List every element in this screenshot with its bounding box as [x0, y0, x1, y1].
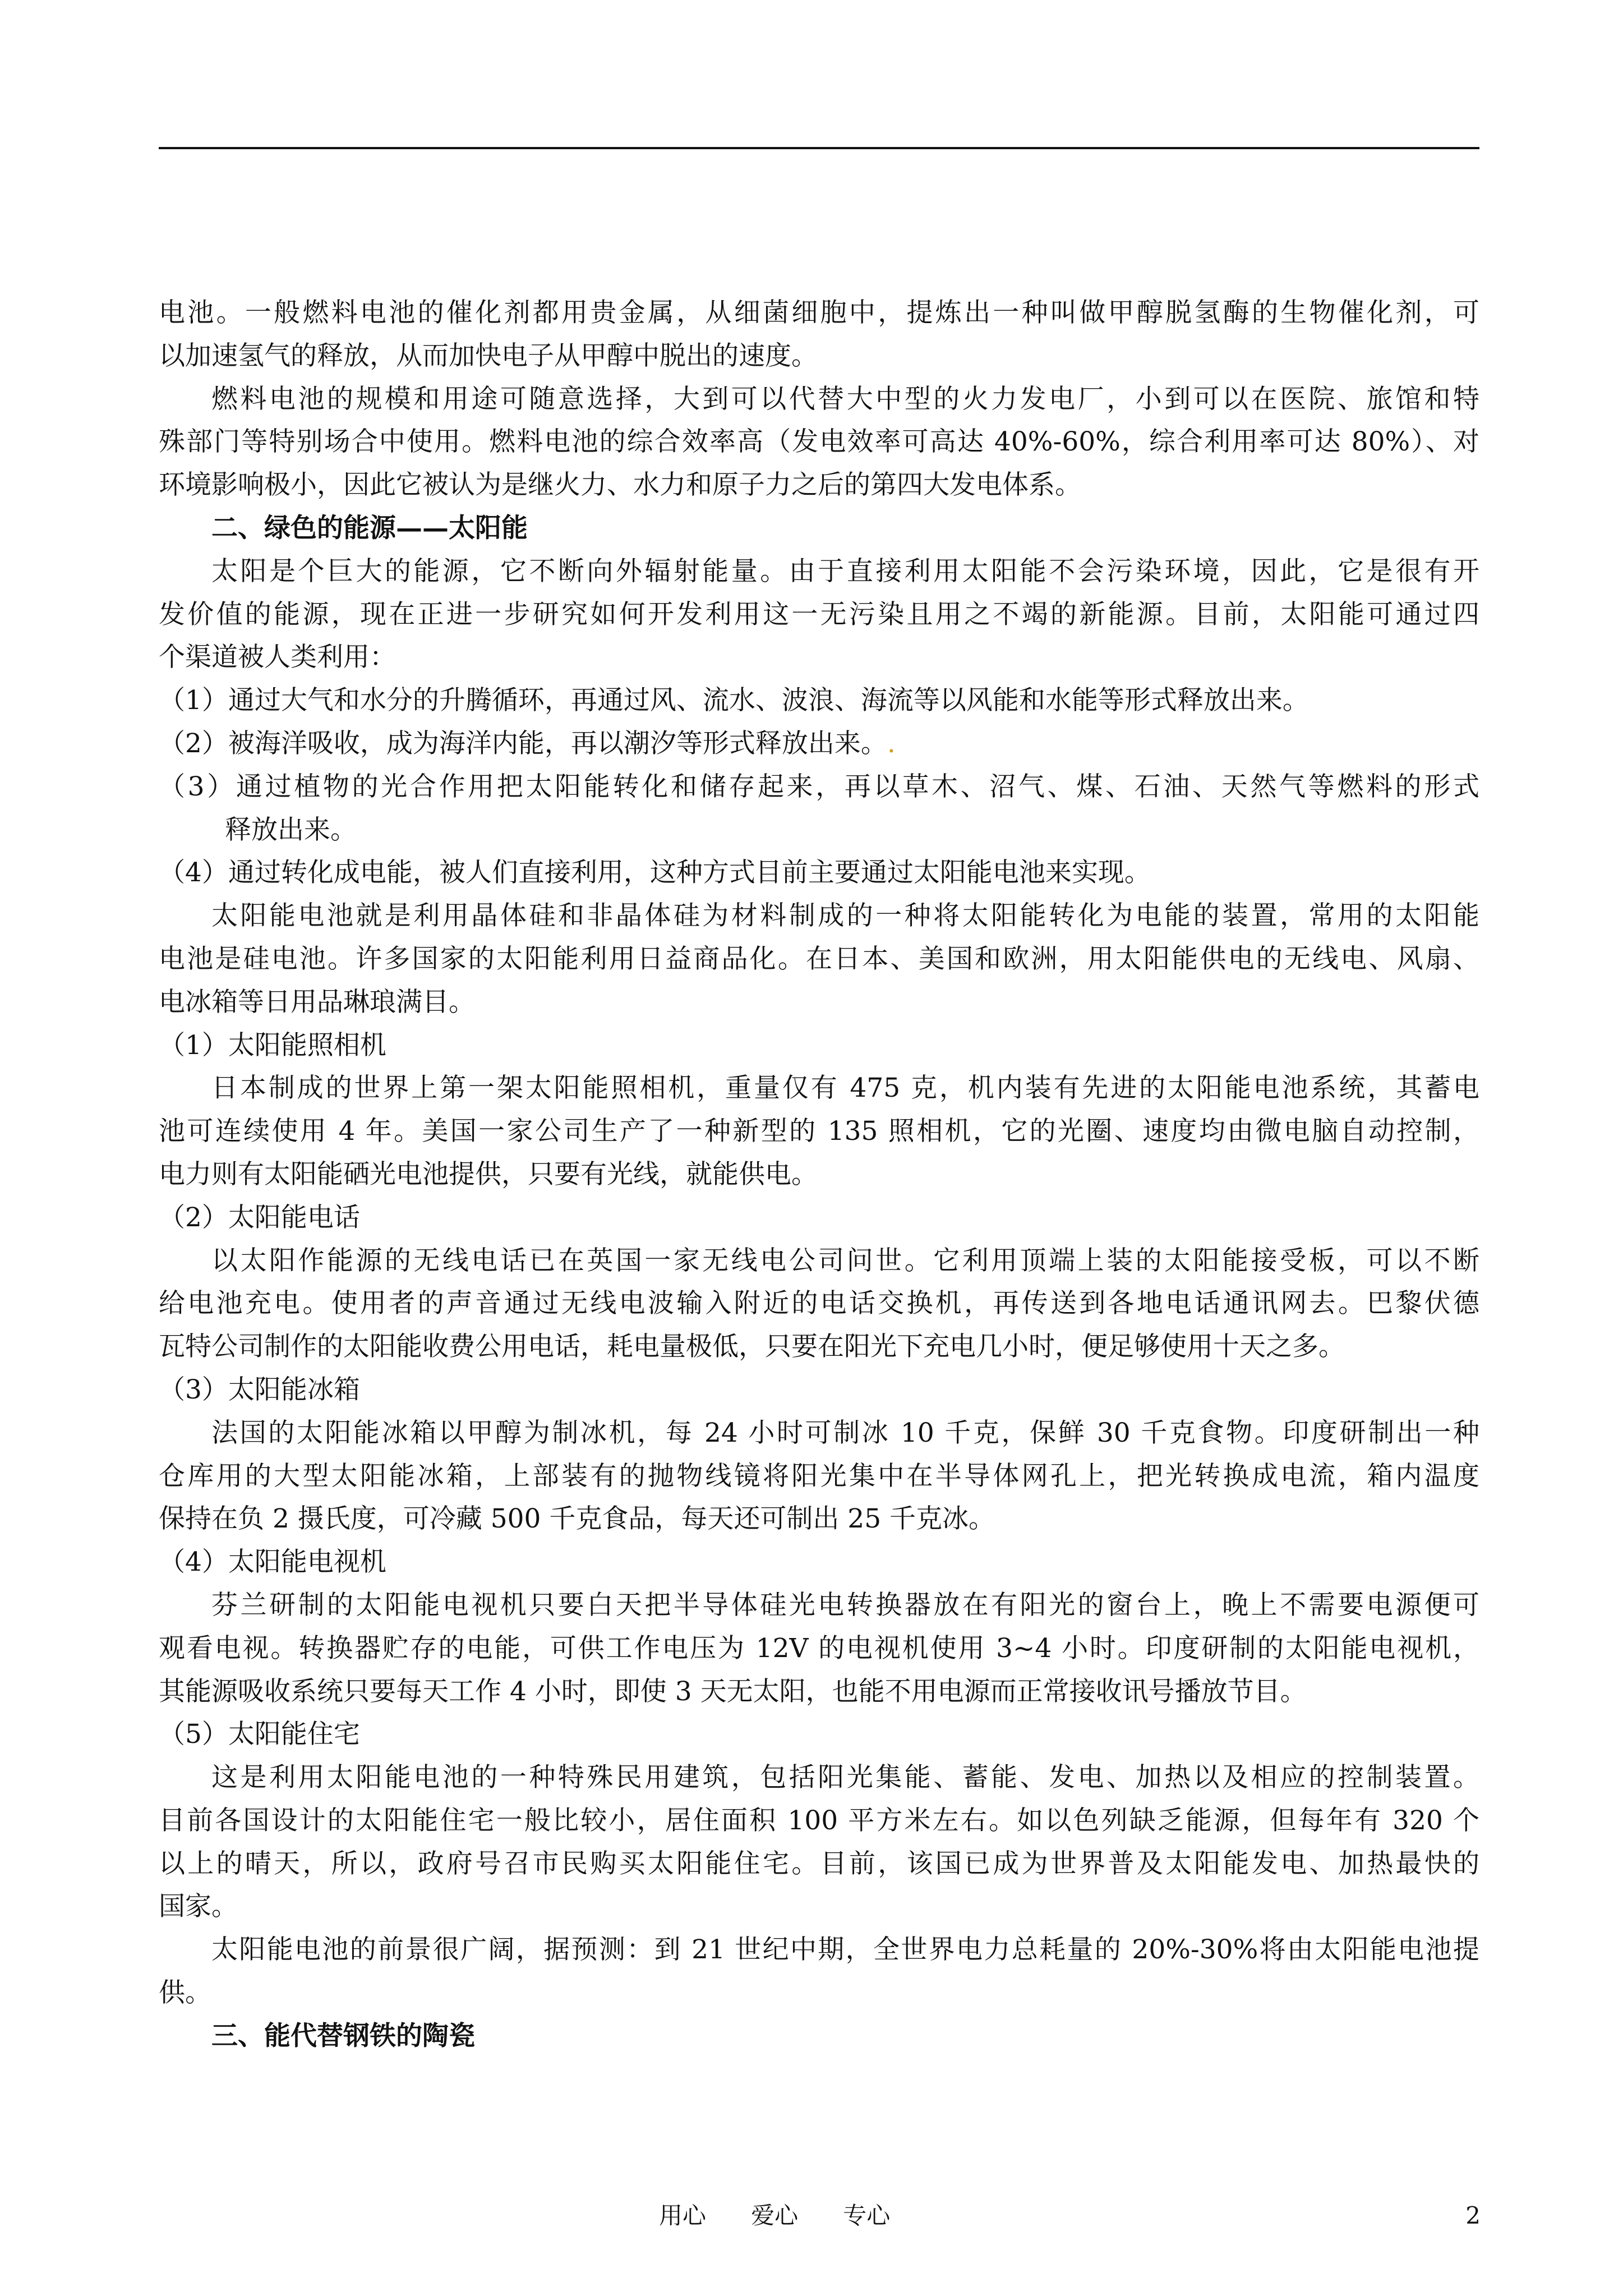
paragraph-line: 环境影响极小，因此它被认为是继火力、水力和原子力之后的第四大发电体系。	[159, 470, 1081, 501]
paragraph-line: 殊部门等特别场合中使用。燃料电池的综合效率高（发电效率可高达 40%-60%，综合利用率可达 80%）、对	[159, 426, 1479, 458]
footer-text: 用心 爱心 专心	[659, 2202, 891, 2229]
paragraph-line: 日本制成的世界上第一架太阳能照相机，重量仅有 475 克，机内装有先进的太阳能电池系统，其蓄电	[211, 1073, 1479, 1104]
page-footer	[0, 2199, 1623, 2233]
page-number: 2	[1465, 2202, 1481, 2229]
section-heading: 二、绿色的能源——太阳能	[211, 512, 528, 544]
paragraph-line: 供。	[159, 1977, 211, 2009]
paragraph-line: 以太阳作能源的无线电话已在英国一家无线电公司问世。它利用顶端上装的太阳能接受板，可以不断	[211, 1245, 1479, 1276]
paragraph-line: 电冰箱等日用品琳琅满目。	[159, 986, 475, 1018]
paragraph-line: 芬兰研制的太阳能电视机只要白天把半导体硅光电转换器放在有阳光的窗台上，晚上不需要电源便可	[211, 1589, 1479, 1621]
paragraph-line: 国家。	[159, 1891, 238, 1922]
section-heading: 三、能代替钢铁的陶瓷	[211, 2020, 475, 2051]
paragraph-line: 太阳能电池就是利用晶体硅和非晶体硅为材料制成的一种将太阳能转化为电能的装置，常用的太阳能	[211, 900, 1479, 932]
paragraph-line: 以加速氢气的释放，从而加快电子从甲醇中脱出的速度。	[159, 340, 818, 371]
paragraph-line: 这是利用太阳能电池的一种特殊民用建筑，包括阳光集能、蓄能、发电、加热以及相应的控制装置。	[211, 1762, 1479, 1793]
paragraph-line: 瓦特公司制作的太阳能收费公用电话，耗电量极低，只要在阳光下充电几小时，便足够使用十天之多。	[159, 1331, 1345, 1363]
paragraph-line: 电力则有太阳能硒光电池提供，只要有光线，就能供电。	[159, 1158, 818, 1190]
subsection-heading: （3）太阳能冰箱	[159, 1374, 360, 1405]
list-item: （2）被海洋吸收，成为海洋内能，再以潮汐等形式释放出来。.	[159, 728, 896, 759]
paragraph-line: 发价值的能源，现在正进一步研究如何开发利用这一无污染且用之不竭的新能源。目前，太阳能可通过四	[159, 599, 1479, 630]
list-item-continuation: 释放出来。	[225, 814, 357, 845]
paragraph-line: 电池是硅电池。许多国家的太阳能利用日益商品化。在日本、美国和欧洲，用太阳能供电的无线电、风扇、	[159, 943, 1479, 974]
paragraph-line: 个渠道被人类利用：	[159, 642, 396, 673]
paragraph-line: 池可连续使用 4 年。美国一家公司生产了一种新型的 135 照相机，它的光圈、速度均由微电脑自动控制，	[159, 1116, 1479, 1147]
stray-mark: .	[887, 728, 896, 759]
paragraph-line: 仓库用的大型太阳能冰箱，上部装有的抛物线镜将阳光集中在半导体网孔上，把光转换成电流，箱内温度	[159, 1460, 1479, 1492]
paragraph-line: 法国的太阳能冰箱以甲醇为制冰机，每 24 小时可制冰 10 千克，保鲜 30 千克食物。印度研制出一种	[211, 1417, 1479, 1448]
header-rule	[159, 147, 1479, 149]
paragraph-line: 目前各国设计的太阳能住宅一般比较小，居住面积 100 平方米左右。如以色列缺乏能源，但每年有 320 个	[159, 1805, 1479, 1836]
paragraph-line: 电池。一般燃料电池的催化剂都用贵金属，从细菌细胞中，提炼出一种叫做甲醇脱氢酶的生物催化剂，可	[159, 297, 1479, 328]
subsection-heading: （1）太阳能照相机	[159, 1029, 386, 1061]
paragraph-line: 太阳能电池的前景很广阔，据预测：到 21 世纪中期，全世界电力总耗量的 20%-30%将由太阳能电池提	[211, 1934, 1479, 1966]
paragraph-line: 观看电视。转换器贮存的电能，可供工作电压为 12V 的电视机使用 3~4 小时。印度研制的太阳能电视机，	[159, 1632, 1479, 1664]
paragraph-line: 以上的晴天，所以，政府号召市民购买太阳能住宅。目前，该国已成为世界普及太阳能发电、加热最快的	[159, 1848, 1479, 1879]
paragraph-line: 保持在负 2 摄氏度，可冷藏 500 千克食品，每天还可制出 25 千克冰。	[159, 1503, 995, 1535]
paragraph-line: 给电池充电。使用者的声音通过无线电波输入附近的电话交换机，再传送到各地电话通讯网去。巴黎伏德	[159, 1288, 1479, 1319]
list-item: （1）通过大气和水分的升腾循环，再通过风、流水、波浪、海流等以风能和水能等形式释放出来。	[159, 685, 1309, 716]
paragraph-line: 其能源吸收系统只要每天工作 4 小时，即使 3 天无太阳，也能不用电源而正常接收讯号播放节目。	[159, 1676, 1307, 1707]
list-item: （4）通过转化成电能，被人们直接利用，这种方式目前主要通过太阳能电池来实现。	[159, 857, 1151, 889]
subsection-heading: （4）太阳能电视机	[159, 1547, 386, 1578]
paragraph-line: 太阳是个巨大的能源，它不断向外辐射能量。由于直接利用太阳能不会污染环境，因此，它是很有开	[211, 555, 1479, 587]
paragraph-line: 燃料电池的规模和用途可随意选择，大到可以代替大中型的火力发电厂，小到可以在医院、旅馆和特	[211, 383, 1479, 415]
document-body	[159, 292, 1479, 2058]
list-item: （3）通过植物的光合作用把太阳能转化和储存起来，再以草木、沼气、煤、石油、天然气等燃料的形式	[159, 771, 1479, 802]
subsection-heading: （5）太阳能住宅	[159, 1719, 360, 1750]
subsection-heading: （2）太阳能电话	[159, 1202, 360, 1233]
